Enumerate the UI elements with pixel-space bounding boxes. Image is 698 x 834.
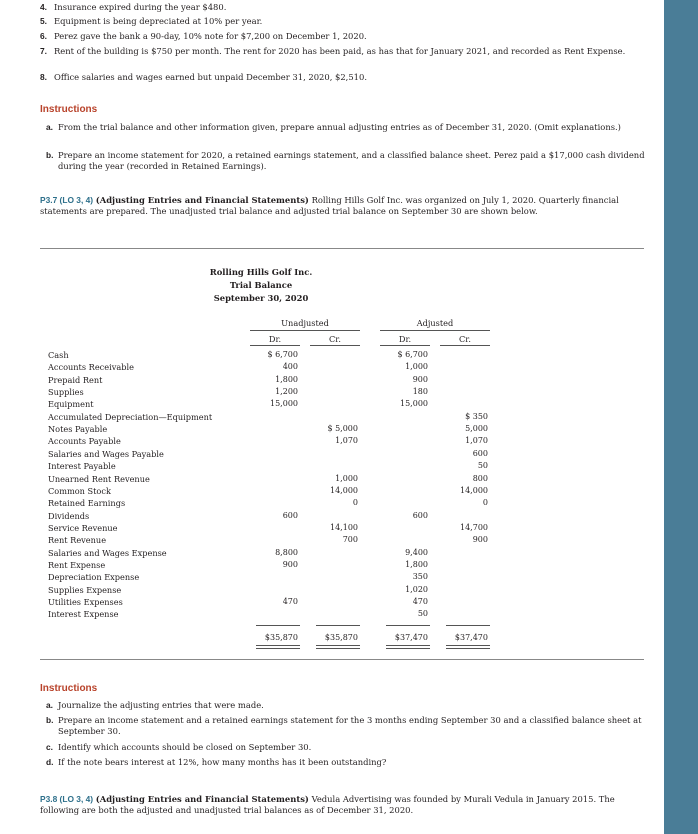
total-double-rule xyxy=(386,645,430,649)
adjusted-dr-cell: 9,400 xyxy=(405,548,428,557)
adjusted-dr-cell: 1,800 xyxy=(405,560,428,569)
unadjusted-cr-cell: 0 xyxy=(352,498,358,507)
account-name: Cash xyxy=(48,350,69,360)
adjusted-cr-cell: $ 350 xyxy=(465,412,488,421)
account-name: Accounts Payable xyxy=(48,436,121,446)
adjusted-cr-cell: 0 xyxy=(482,498,488,507)
instruction-text: Identify which accounts should be closed on September 30. xyxy=(58,742,312,752)
unadjusted-rule xyxy=(250,330,360,331)
adjusted-dr-cell: 15,000 xyxy=(400,399,428,408)
adjusted-dr-cell: 900 xyxy=(412,375,428,384)
total-rule xyxy=(386,625,430,626)
unadjusted-dr-cell: 900 xyxy=(282,560,298,569)
total-double-rule xyxy=(256,645,300,649)
unadjusted-dr-cell: 15,000 xyxy=(270,399,298,408)
instructions-heading: Instructions xyxy=(40,683,98,694)
problem-text: Vedula Advertising was founded by Murali Vedula in January 2015. The following are both the adjusted and unadjusted trial balances as of December 31, 2020. xyxy=(40,794,615,816)
instruction-letter: b. xyxy=(46,150,54,160)
unadjusted-dr-cell: 600 xyxy=(282,511,298,520)
unadjusted-cr-cell: 1,000 xyxy=(335,474,358,483)
adjusted-cr-cell: 50 xyxy=(477,461,488,470)
dr-rule xyxy=(380,345,430,346)
adjusted-cr-cell: 5,000 xyxy=(465,424,488,433)
instruction-text: Prepare an income statement and a retained earnings statement for the 3 months ending September 30 and a classified balance sheet at September 30. xyxy=(58,715,642,736)
instruction-text: If the note bears interest at 12%, how many months has it been outstanding? xyxy=(58,757,387,767)
unadjusted-cr-cell: 14,000 xyxy=(330,486,358,495)
cr-rule xyxy=(310,345,360,346)
account-name: Notes Payable xyxy=(48,424,108,434)
account-name: Retained Earnings xyxy=(48,498,126,508)
total-adjusted-cr: $37,470 xyxy=(454,633,488,642)
unadjusted-cr-cell: $ 5,000 xyxy=(327,424,358,433)
instruction-letter: d. xyxy=(46,757,54,767)
adjusted-cr-cell: 800 xyxy=(472,474,488,483)
account-name: Service Revenue xyxy=(48,523,118,533)
cr-rule xyxy=(440,345,490,346)
adjusted-cr-cell: 900 xyxy=(472,535,488,544)
adjusted-dr-cell: $ 6,700 xyxy=(397,350,428,359)
adjusted-dr-header: Dr. xyxy=(398,334,412,344)
problem-3-8 xyxy=(40,794,650,817)
unadjusted-dr-cell: 400 xyxy=(282,362,298,371)
adjusted-cr-cell: 14,000 xyxy=(460,486,488,495)
instruction-text: Journalize the adjusting entries that were made. xyxy=(58,700,264,710)
account-name: Common Stock xyxy=(48,486,111,496)
instruction-text: Prepare an income statement for 2020, a retained earnings statement, and a classified balance sheet. Perez paid a $17,000 cash dividend during the year (recorded in Retained Earnings). xyxy=(58,150,645,171)
total-double-rule xyxy=(446,645,490,649)
instruction-letter: a. xyxy=(46,122,53,132)
unadjusted-dr-cell: 470 xyxy=(282,597,298,606)
account-name: Salaries and Wages Expense xyxy=(48,548,167,558)
instruction-text: From the trial balance and other information given, prepare annual adjusting entries as of December 31, 2020. (Omit explanations.) xyxy=(58,122,621,132)
problem-text: Rolling Hills Golf Inc. was organized on July 1, 2020. Quarterly financial statements are prepared. The unadjusted trial balance and adjusted trial balance on September 30 are shown below. xyxy=(40,195,619,217)
instruction-letter: c. xyxy=(46,742,53,752)
adjusted-dr-cell: 50 xyxy=(417,609,428,618)
unadjusted-dr-header: Dr. xyxy=(268,334,282,344)
account-name: Utilities Expenses xyxy=(48,597,123,607)
unadjusted-cr-header: Cr. xyxy=(329,334,341,344)
unadjusted-header: Unadjusted xyxy=(281,318,329,328)
total-rule xyxy=(316,625,360,626)
instructions-heading: Instructions xyxy=(40,104,98,115)
adjusted-cr-header: Cr. xyxy=(459,334,471,344)
unadjusted-dr-cell: 8,800 xyxy=(275,548,298,557)
problem-title: (Adjusting Entries and Financial Statements) xyxy=(95,195,309,205)
item-text: Perez gave the bank a 90-day, 10% note for $7,200 on December 1, 2020. xyxy=(54,31,367,41)
unadjusted-cr-cell: 700 xyxy=(342,535,358,544)
adjusted-header: Adjusted xyxy=(416,318,454,328)
item-number: 7. xyxy=(40,46,47,56)
total-double-rule xyxy=(316,645,360,649)
problem-code: P3.8 (LO 3, 4) xyxy=(40,794,94,804)
account-name: Supplies xyxy=(48,387,84,397)
unadjusted-dr-cell: $ 6,700 xyxy=(267,350,298,359)
account-name: Accounts Receivable xyxy=(48,362,134,372)
adjusted-cr-cell: 14,700 xyxy=(460,523,488,532)
item-number: 8. xyxy=(40,72,47,82)
dr-rule xyxy=(250,345,300,346)
total-adjusted-dr: $37,470 xyxy=(394,633,428,642)
problem-code: P3.7 (LO 3, 4) xyxy=(40,195,94,205)
account-name: Equipment xyxy=(48,399,94,409)
account-name: Prepaid Rent xyxy=(48,375,103,385)
unadjusted-cr-cell: 14,100 xyxy=(330,523,358,532)
page-side-band xyxy=(664,0,698,834)
instruction-letter: a. xyxy=(46,700,53,710)
account-name: Depreciation Expense xyxy=(48,572,140,582)
account-name: Interest Expense xyxy=(48,609,119,619)
adjusted-rule xyxy=(380,330,490,331)
adjusted-cr-cell: 600 xyxy=(472,449,488,458)
unadjusted-dr-cell: 1,200 xyxy=(275,387,298,396)
item-text: Office salaries and wages earned but unpaid December 31, 2020, $2,510. xyxy=(54,72,367,82)
account-name: Salaries and Wages Payable xyxy=(48,449,164,459)
total-rule xyxy=(446,625,490,626)
tb-company: Rolling Hills Golf Inc. xyxy=(209,267,313,277)
item-text: Rent of the building is $750 per month. The rent for 2020 has been paid, as has that for January 2021, and recorded as Rent Expense. xyxy=(54,46,626,56)
item-number: 4. xyxy=(40,2,47,12)
account-name: Unearned Rent Revenue xyxy=(48,474,150,484)
adjusted-dr-cell: 180 xyxy=(412,387,428,396)
total-unadjusted-dr: $35,870 xyxy=(264,633,298,642)
adjusted-cr-cell: 1,070 xyxy=(465,436,488,445)
account-name: Dividends xyxy=(48,511,90,521)
problem-title: (Adjusting Entries and Financial Statements) xyxy=(95,794,309,804)
problem-3-7 xyxy=(40,195,650,218)
account-name: Accumulated Depreciation—Equipment xyxy=(48,412,213,422)
item-number: 6. xyxy=(40,31,47,41)
unadjusted-dr-cell: 1,800 xyxy=(275,375,298,384)
tb-title: Trial Balance xyxy=(229,280,293,290)
adjusted-dr-cell: 470 xyxy=(412,597,428,606)
tb-date: September 30, 2020 xyxy=(213,293,309,303)
item-text: Insurance expired during the year $480. xyxy=(54,2,227,12)
adjusted-dr-cell: 350 xyxy=(412,572,428,581)
adjusted-dr-cell: 1,000 xyxy=(405,362,428,371)
adjusted-dr-cell: 1,020 xyxy=(405,585,428,594)
unadjusted-cr-cell: 1,070 xyxy=(335,436,358,445)
account-name: Rent Expense xyxy=(48,560,106,570)
item-number: 5. xyxy=(40,16,47,26)
account-name: Rent Revenue xyxy=(48,535,107,545)
account-name: Interest Payable xyxy=(48,461,116,471)
total-rule xyxy=(256,625,300,626)
instruction-letter: b. xyxy=(46,715,54,725)
account-name: Supplies Expense xyxy=(48,585,122,595)
item-text: Equipment is being depreciated at 10% per year. xyxy=(54,16,263,26)
adjusted-dr-cell: 600 xyxy=(412,511,428,520)
total-unadjusted-cr: $35,870 xyxy=(324,633,358,642)
